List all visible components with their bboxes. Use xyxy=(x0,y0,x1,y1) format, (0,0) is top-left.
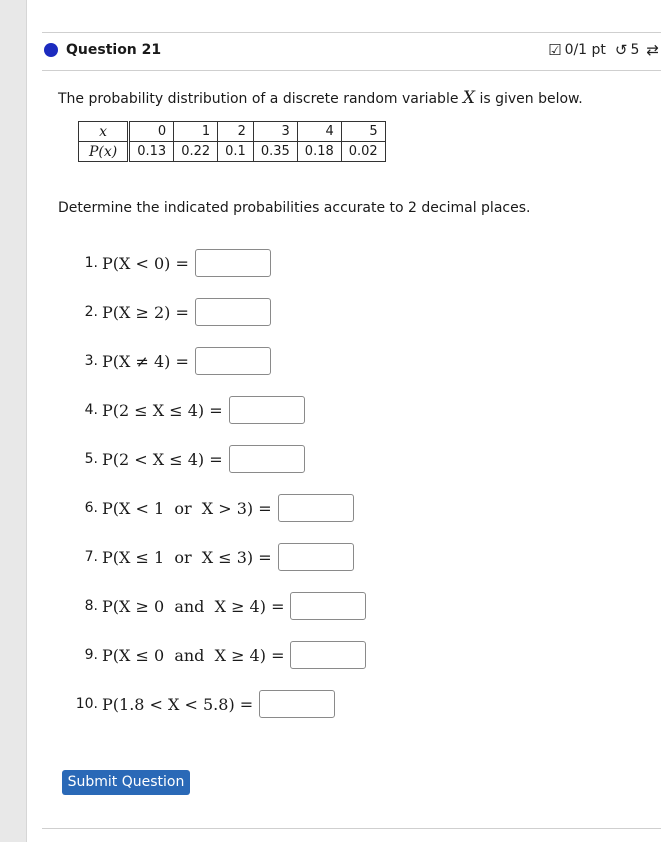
answer-input[interactable] xyxy=(259,690,335,718)
item-number: 2. xyxy=(84,304,98,320)
header-divider xyxy=(42,70,661,71)
status-dot xyxy=(44,43,58,57)
question-item xyxy=(72,640,366,670)
item-expression: P(X ≤ 1 or X ≤ 3) = xyxy=(102,547,272,567)
left-gutter xyxy=(0,0,27,842)
question-item xyxy=(72,395,305,425)
intro-before: The probability distribution of a discrete random variable xyxy=(58,91,463,107)
item-expression: P(X < 0) = xyxy=(102,253,189,273)
x-header: x xyxy=(79,122,129,142)
p-value: 0.35 xyxy=(253,142,297,162)
question-item xyxy=(72,297,271,327)
x-value: 4 xyxy=(297,122,341,142)
x-row xyxy=(79,122,386,142)
item-number: 1. xyxy=(84,255,98,271)
score-text: 0/1 pt xyxy=(564,42,606,58)
question-meta xyxy=(548,42,659,58)
bottom-divider xyxy=(42,828,661,829)
distribution-table xyxy=(78,121,386,162)
item-expression: P(X ≤ 0 and X ≥ 4) = xyxy=(102,645,285,665)
intro-text xyxy=(58,88,583,108)
x-value: 2 xyxy=(218,122,254,142)
item-number: 3. xyxy=(84,353,98,369)
x-value: 1 xyxy=(174,122,218,142)
attempts-count: 5 xyxy=(630,42,640,58)
x-value: 0 xyxy=(129,122,174,142)
p-value: 0.02 xyxy=(341,142,385,162)
item-expression: P(X ≥ 0 and X ≥ 4) = xyxy=(102,596,285,616)
intro-var: X xyxy=(462,88,476,108)
question-item xyxy=(72,493,354,523)
question-title: Question 21 xyxy=(66,42,162,58)
answer-input[interactable] xyxy=(278,494,354,522)
item-number: 8. xyxy=(84,598,98,614)
answer-input[interactable] xyxy=(290,641,366,669)
question-item xyxy=(72,248,271,278)
answer-input[interactable] xyxy=(290,592,366,620)
item-expression: P(2 ≤ X ≤ 4) = xyxy=(102,400,223,420)
x-value: 3 xyxy=(253,122,297,142)
intro-after: is given below. xyxy=(475,91,583,107)
question-item xyxy=(72,689,335,719)
answer-input[interactable] xyxy=(195,298,271,326)
item-expression: P(1.8 < X < 5.8) = xyxy=(102,694,254,714)
x-value: 5 xyxy=(341,122,385,142)
item-number: 5. xyxy=(84,451,98,467)
answer-input[interactable] xyxy=(195,347,271,375)
question-header xyxy=(42,38,661,68)
p-header: P(x) xyxy=(79,142,129,162)
item-number: 6. xyxy=(84,500,98,516)
instruction-text: Determine the indicated probabilities accurate to 2 decimal places. xyxy=(58,200,531,216)
answer-input[interactable] xyxy=(195,249,271,277)
item-expression: P(2 < X ≤ 4) = xyxy=(102,449,223,469)
question-item xyxy=(72,444,305,474)
answer-input[interactable] xyxy=(229,396,305,424)
item-number: 10. xyxy=(75,696,98,712)
retry-icon[interactable]: ↺ xyxy=(614,40,628,59)
p-value: 0.1 xyxy=(218,142,254,162)
p-value: 0.22 xyxy=(174,142,218,162)
p-row xyxy=(79,142,386,162)
question-item xyxy=(72,591,366,621)
question-item xyxy=(72,346,271,376)
item-expression: P(X < 1 or X > 3) = xyxy=(102,498,272,518)
top-divider xyxy=(42,32,661,33)
submit-button[interactable]: Submit Question xyxy=(62,770,190,795)
sync-icon[interactable]: ⇄ xyxy=(646,40,659,59)
p-value: 0.13 xyxy=(129,142,174,162)
p-value: 0.18 xyxy=(297,142,341,162)
answer-input[interactable] xyxy=(278,543,354,571)
checkbox-icon: ☑ xyxy=(548,40,562,59)
item-number: 9. xyxy=(84,647,98,663)
item-expression: P(X ≠ 4) = xyxy=(102,351,189,371)
item-number: 7. xyxy=(84,549,98,565)
item-number: 4. xyxy=(84,402,98,418)
question-item xyxy=(72,542,354,572)
item-expression: P(X ≥ 2) = xyxy=(102,302,189,322)
answer-input[interactable] xyxy=(229,445,305,473)
